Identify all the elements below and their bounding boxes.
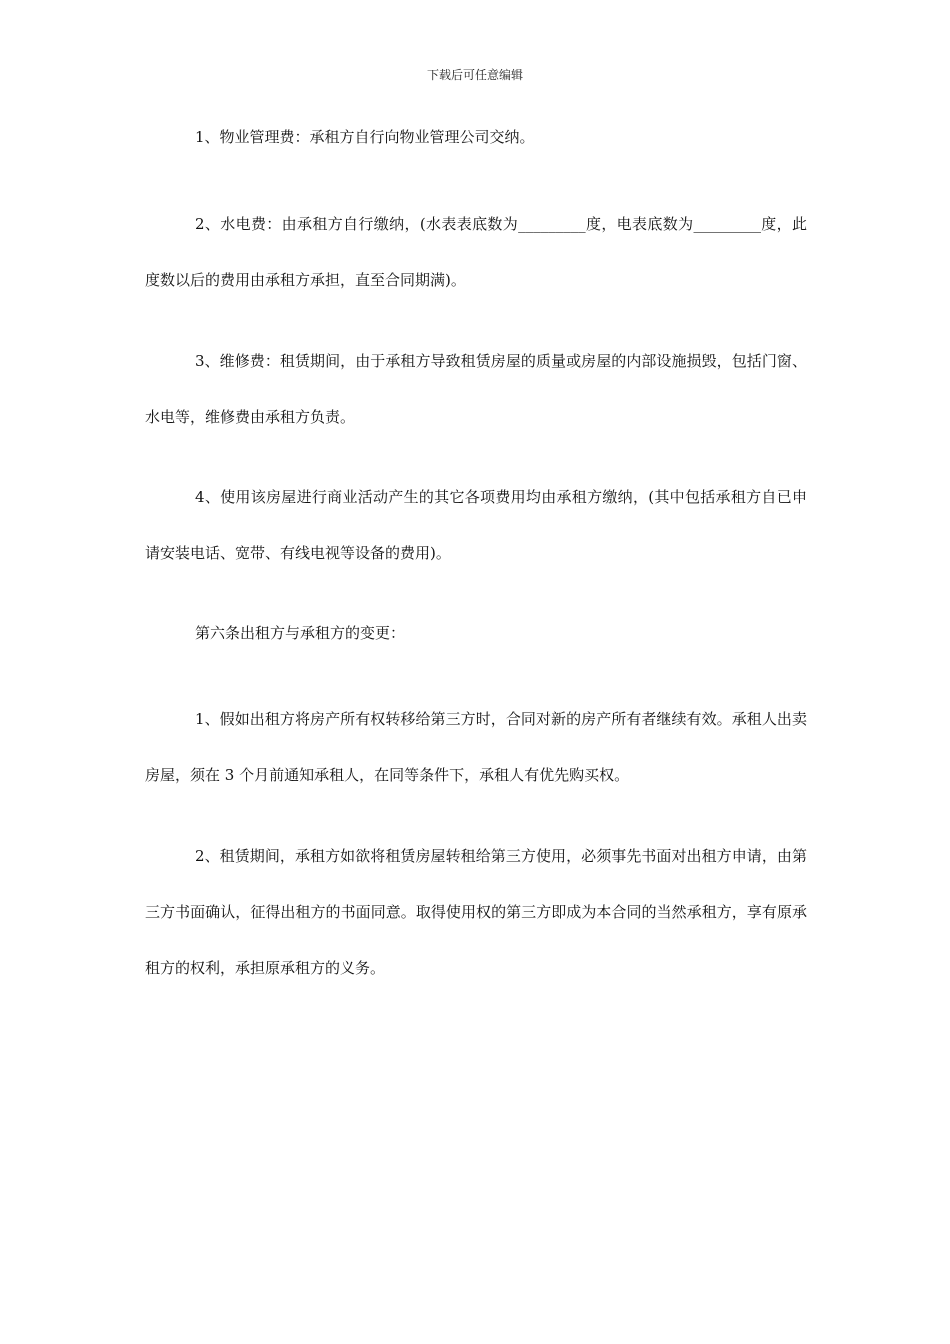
page-header: 下载后可任意编辑	[426, 68, 523, 82]
paragraph-sublease: 2、租赁期间，承租方如欲将租赁房屋转租给第三方使用，必须事先书面对出租方申请，由第三方书面确认，征得出租方的书面同意。取得使用权的第三方即成为本合同的当然承租方，享有原承租方的权利，承担原承租方的义务。	[145, 847, 807, 977]
paragraph-maintenance-fee: 3、维修费：租赁期间，由于承租方导致租赁房屋的质量或房屋的内部设施损毁，包括门窗、水电等，维修费由承租方负责。	[145, 352, 807, 426]
paragraph-property-fee: 1、物业管理费：承租方自行向物业管理公司交纳。	[195, 128, 535, 146]
paragraph-other-fees: 4、使用该房屋进行商业活动产生的其它各项费用均由承租方缴纳，(其中包括承租方自已申请安装电话、宽带、有线电视等设备的费用)。	[145, 488, 807, 562]
section-heading-article-six: 第六条出租方与承租方的变更：	[195, 624, 406, 642]
paragraph-ownership-transfer: 1、假如出租方将房产所有权转移给第三方时，合同对新的房产所有者继续有效。承租人出卖房屋，须在 3 个月前通知承租人，在同等条件下，承租人有优先购买权。	[145, 710, 807, 784]
paragraph-utilities-fee: 2、水电费：由承租方自行缴纳，(水表表底数为_________度，电表底数为_________度，此度数以后的费用由承租方承担，直至合同期满)。	[145, 215, 807, 289]
